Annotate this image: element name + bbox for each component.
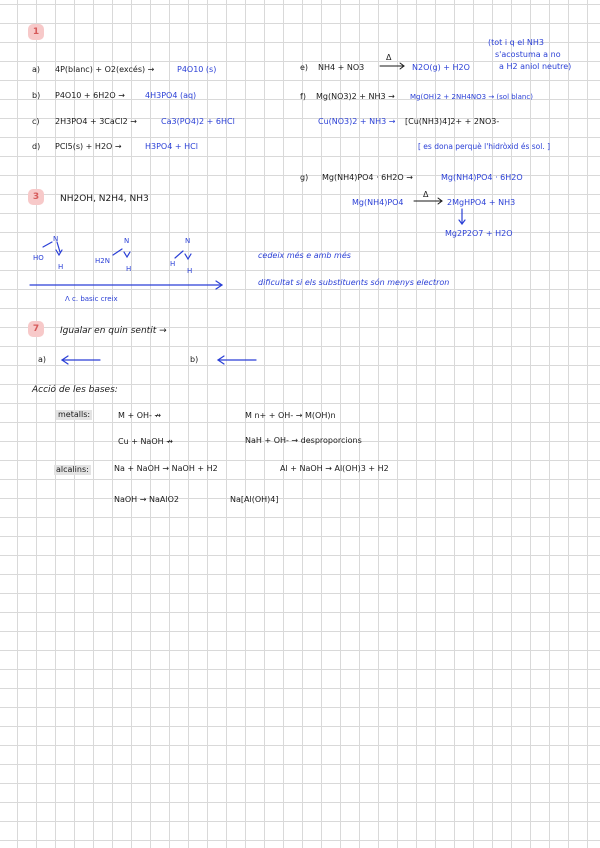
- mol1-h: H: [58, 263, 64, 271]
- basic-axis-label: Λ c. basic creix: [65, 295, 118, 303]
- mol1-top: N: [53, 235, 59, 243]
- eq-g2-rhs: 2MgHPO4 + NH3: [447, 198, 516, 207]
- mol2-top: N: [124, 237, 130, 245]
- eq-c-rhs: Ca3(PO4)2 + 6HCl: [161, 117, 235, 126]
- mol1-bond-2: [57, 242, 60, 252]
- mol2-h: H: [126, 265, 132, 273]
- mol3-lone-pair: [185, 254, 191, 259]
- metalls-eq-4: NaH + OH- → desproporcions: [245, 436, 362, 445]
- mol1-bond-1: [43, 242, 52, 247]
- mol2-left: H2N: [95, 257, 110, 265]
- mol3-left: H: [170, 260, 176, 268]
- mol1-left: HO: [33, 254, 44, 262]
- mol2-bond-1: [113, 249, 122, 255]
- eq-f2-lhs: Cu(NO3)2 + NH3 →: [318, 117, 396, 126]
- eq-g2-cond: Δ: [423, 190, 429, 199]
- metalls-eq-2: M n+ + OH- → M(OH)n: [245, 411, 336, 420]
- mol3-bond-1: [175, 251, 183, 258]
- note-top-2: s'acostuma a no: [495, 50, 561, 59]
- eq-d-lhs: PCl5(s) + H2O →: [55, 142, 122, 151]
- metalls-label: metalls:: [58, 410, 91, 419]
- eq-a-lhs: 4P(blanc) + O2(excés) →: [55, 65, 155, 74]
- eq-e-rhs: N2O(g) + H2O: [412, 63, 470, 72]
- eq-e-cond: Δ: [386, 53, 392, 62]
- section-7-b: b): [190, 355, 199, 364]
- eq-f-label: f): [300, 92, 306, 101]
- eq-b-rhs: 4H3PO4 (aq): [145, 91, 197, 100]
- eq-f-lhs: Mg(NO3)2 + NH3 →: [316, 92, 395, 101]
- eq-a-rhs: P4O10 (s): [177, 65, 217, 74]
- eq-g2-lhs: Mg(NH4)PO4: [352, 198, 404, 207]
- section-3-note-1: cedeix més e amb més: [258, 251, 351, 260]
- alcalins-label: alcalins:: [56, 465, 89, 474]
- alcalins-eq-3: NaOH → NaAlO2: [114, 495, 179, 504]
- eq-c-lhs: 2H3PO4 + 3CaCl2 →: [55, 117, 137, 126]
- eq-f-note: [ es dona perquè l'hidròxid és sol. ]: [418, 142, 551, 151]
- metalls-eq-1: M + OH- ↛: [118, 411, 162, 420]
- alcalins-eq-4: Na[Al(OH)4]: [230, 495, 279, 504]
- mol3-top: N: [185, 237, 191, 245]
- eq-d-label: d): [32, 142, 41, 151]
- eq-g-label: g): [300, 173, 309, 182]
- eq-g-rhs: Mg(NH4)PO4 · 6H2O: [441, 173, 523, 182]
- note-top-3: a H2 aniol neutre): [499, 62, 572, 71]
- alcalins-eq-2: Al + NaOH → Al(OH)3 + H2: [280, 464, 389, 473]
- eq-e-lhs: NH4 + NO3: [318, 63, 365, 72]
- section-7-a: a): [38, 355, 47, 364]
- eq-b-label: b): [32, 91, 41, 100]
- metalls-eq-3: Cu + NaOH ↛: [118, 437, 173, 446]
- section-1-badge: 1: [28, 24, 44, 40]
- alcalins-eq-1: Na + NaOH → NaOH + H2: [114, 464, 218, 473]
- eq-f2-rhs: [Cu(NH3)4]2+ + 2NO3-: [405, 117, 500, 126]
- eq-g-lhs: Mg(NH4)PO4 · 6H2O →: [322, 173, 413, 182]
- section-7-badge: 7: [28, 321, 44, 337]
- action-title: Acció de les bases:: [32, 385, 118, 395]
- mol2-lone-pair: [124, 252, 130, 257]
- note-top-1: (tot i q el NH3: [488, 38, 544, 47]
- section-3-note-2: dificultat si els substituents són menys electron: [258, 278, 450, 287]
- mol3-h: H: [187, 267, 193, 275]
- section-3-formula: NH2OH, N2H4, NH3: [60, 194, 149, 204]
- eq-a-label: a): [32, 65, 41, 74]
- section-7-title: Igualar en quin sentit →: [60, 326, 167, 336]
- eq-e-label: e): [300, 63, 309, 72]
- eq-d-rhs: H3PO4 + HCl: [145, 142, 198, 151]
- section-3-badge: 3: [28, 189, 44, 205]
- eq-c-label: c): [32, 117, 40, 126]
- eq-f-rhs: Mg(OH)2 + 2NH4NO3 → (sol blanc): [410, 93, 533, 101]
- eq-g2-product2: Mg2P2O7 + H2O: [445, 229, 513, 238]
- eq-b-lhs: P4O10 + 6H2O →: [55, 91, 125, 100]
